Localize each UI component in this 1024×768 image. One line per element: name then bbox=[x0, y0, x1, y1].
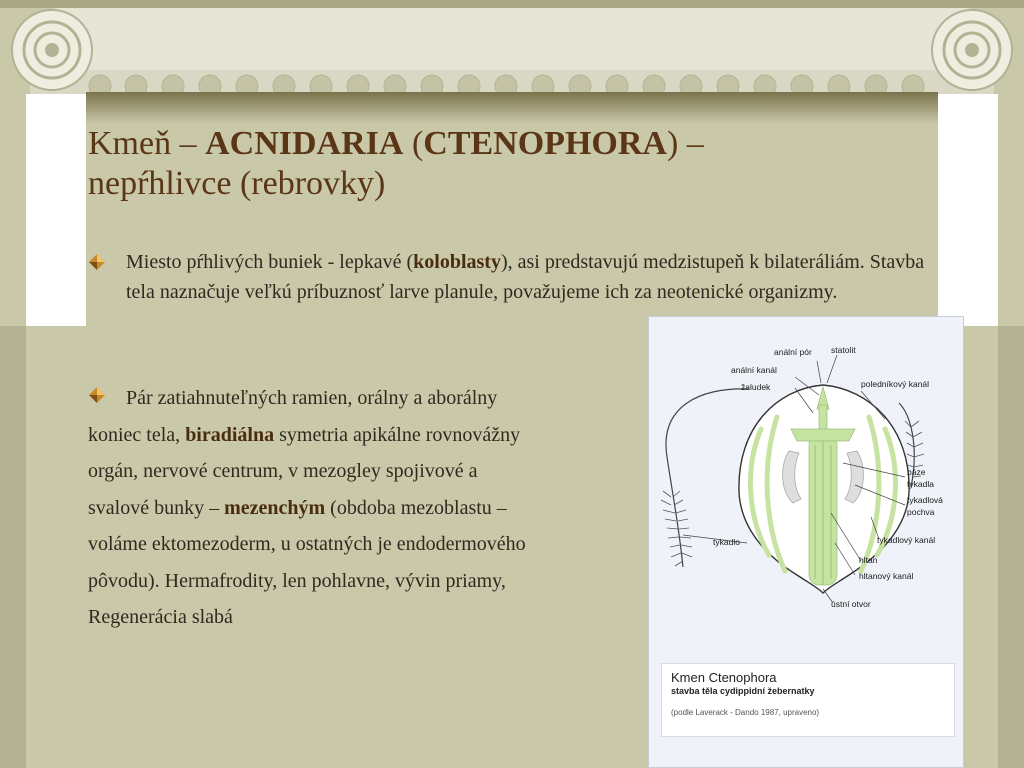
bullet-2-line-4 bbox=[88, 490, 668, 527]
diamond-bullet-icon bbox=[88, 253, 106, 271]
bullet-2-line-4-bold: mezenchým bbox=[224, 496, 326, 519]
label-tykadla: tykadla bbox=[907, 479, 934, 489]
caption-source: (podle Laverack - Dando 1987, upraveno) bbox=[671, 708, 820, 717]
bullet-1-after: ), asi predstavujú medzistupeň k bilateráliám. Stavba tela naznačuje veľkú príbuznosť larve planule, považujeme ich za neotenické organizmy. bbox=[126, 251, 925, 303]
title-acnidaria: ACNIDARIA bbox=[205, 125, 404, 162]
label-analni-kanal: anální kanál bbox=[731, 365, 777, 375]
label-tykadlo: tykadlo bbox=[713, 537, 740, 547]
label-tykadlovy-kanal: tykadlový kanál bbox=[877, 535, 936, 545]
bullet-2 bbox=[88, 380, 668, 636]
bullet-2-line-2-before: koniec tela, bbox=[88, 423, 186, 446]
bullet-1-before: Miesto pŕhlivých buniek - lepkavé ( bbox=[126, 251, 414, 273]
ctenophora-figure bbox=[648, 316, 964, 768]
label-baze: báze bbox=[907, 467, 926, 477]
title-paren-close: ) – bbox=[666, 125, 704, 162]
left-volute-icon bbox=[12, 10, 92, 90]
bullet-2-line-2-after: symetria apikálne rovnovážny bbox=[274, 423, 521, 446]
label-analni-por: anální pór bbox=[774, 347, 812, 357]
bullet-2-line-5: voláme ektomezoderm, u ostatných je endodermového bbox=[88, 533, 526, 555]
figure-caption bbox=[661, 663, 955, 737]
title-prefix: Kmeň – bbox=[88, 125, 206, 162]
slide-title bbox=[88, 124, 908, 204]
label-statolit: statolit bbox=[831, 345, 856, 355]
label-pochva: pochva bbox=[907, 507, 935, 517]
caption-subtitle: stavba těla cydippidní žebernatky bbox=[671, 686, 815, 696]
bullet-2-line-4-before: svalové bunky – bbox=[88, 496, 225, 519]
label-ustni-otvor: ústní otvor bbox=[831, 599, 871, 609]
right-volute-icon bbox=[932, 10, 1012, 90]
bullet-2-line-4-after: (obdoba mezoblastu – bbox=[325, 496, 507, 519]
label-polednikovy-kanal: poledníkový kanál bbox=[861, 379, 930, 389]
label-zaludek: žaludek bbox=[741, 382, 771, 392]
diamond-bullet-icon bbox=[88, 386, 106, 404]
title-ctenophora: CTENOPHORA bbox=[423, 125, 667, 162]
bullet-1 bbox=[88, 247, 928, 307]
bullet-2-line-2 bbox=[88, 417, 668, 454]
bullet-2-line-6: pôvodu). Hermafrodity, len pohlavne, vývin priamy, bbox=[88, 569, 506, 592]
bullet-2-line-3: orgán, nervové centrum, v mezogley spojivové a bbox=[88, 460, 478, 482]
ctenophora-diagram bbox=[649, 317, 965, 657]
title-line2: nepŕhlivce (rebrovky) bbox=[88, 165, 386, 202]
bullet-1-bold: koloblasty bbox=[413, 251, 501, 273]
label-tykadlova: tykadlová bbox=[907, 495, 943, 505]
label-hltan: hltan bbox=[859, 555, 878, 565]
title-paren-open: ( bbox=[403, 125, 424, 162]
bullet-2-line-1: Pár zatiahnuteľných ramien, orálny a aborálny bbox=[126, 387, 498, 409]
bullet-2-line-2-bold: biradiálna bbox=[185, 423, 275, 446]
label-hltanovy-kanal: hltanový kanál bbox=[859, 571, 914, 581]
bullet-2-line-7: Regenerácia slabá bbox=[88, 606, 233, 628]
caption-title: Kmen Ctenophora bbox=[671, 670, 777, 685]
